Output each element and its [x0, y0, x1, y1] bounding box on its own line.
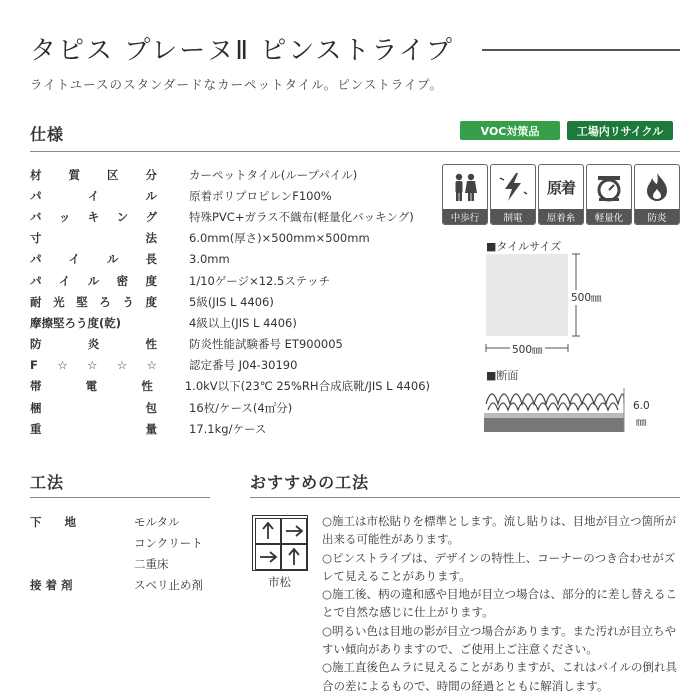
title-rule [482, 49, 680, 51]
spec-row [30, 291, 430, 312]
note-item: ○ピンストライプは、デザインの特性上、コーナーのつき合わせがズレて見えることがあります。 [322, 550, 676, 583]
walking-people-icon [442, 164, 488, 225]
method-row-adhesive [30, 577, 116, 593]
spec-label: パ イ ル [30, 188, 157, 203]
cross-section-diagram [484, 380, 634, 440]
voc-badge: VOC対策品 [460, 121, 560, 140]
method-label-adhesive: 接 着 剤 [30, 578, 73, 592]
factory-recycle-badge: 工場内リサイクル [567, 121, 673, 140]
spec-row [30, 228, 430, 249]
spec-row [30, 418, 430, 439]
spec-row [30, 334, 430, 355]
spec-label: F ☆ ☆ ☆ ☆ [30, 358, 157, 373]
icon-label: 軽量化 [587, 209, 631, 224]
recommended-notes [322, 512, 682, 695]
note-item: ○明るい色は目地の影が目立つ場合があります。また汚れが目立ちやすい傾向がありますので、ご使用上ご注意ください。 [322, 623, 677, 657]
note-item: ○施工直後色ムラに見えることがありますが、これはパイルの倒れ具合の差によるもので、時間の経過とともに解消します。 [322, 660, 678, 693]
pattern-label: 市松 [268, 575, 291, 589]
spec-row [30, 206, 430, 227]
method-value: モルタル [134, 515, 180, 529]
page-title: タピス プレーヌⅡ ピンストライプ [30, 36, 454, 66]
spec-heading: 仕様 [30, 125, 65, 144]
spec-divider [30, 151, 680, 152]
spec-value: 1/10ゲージ×12.5ステッチ [189, 273, 331, 288]
lightweight-icon [586, 164, 632, 225]
spec-value: 16枚/ケース(4㎡分) [189, 400, 293, 415]
spec-label: バ ッ キ ン グ [30, 209, 157, 224]
spec-row [30, 164, 430, 185]
spec-value: 6.0mm(厚さ)×500mm×500mm [189, 231, 370, 246]
spec-value: 3.0mm [189, 252, 230, 267]
method-value: 二重床 [134, 557, 169, 571]
flame-icon [634, 164, 680, 225]
spec-value: 防炎性能試験番号 ET900005 [189, 337, 343, 352]
spec-row [30, 249, 430, 270]
spec-label: 重 量 [30, 421, 157, 436]
cross-section-thickness: 6.0 [633, 400, 650, 412]
spec-value: 4級以上(JIS L 4406) [189, 315, 297, 330]
icon-label: 制電 [491, 209, 535, 224]
spec-row [30, 397, 430, 418]
method-row-base [30, 514, 116, 530]
method-value: コンクリート [134, 536, 203, 550]
page-subtitle: ライトユースのスタンダードなカーペットタイル。ピンストライプ。 [30, 77, 444, 92]
spec-value: 原着ポリプロピレンF100% [189, 188, 332, 203]
antistatic-icon [490, 164, 536, 225]
tile-size-label: ■タイルサイズ [486, 240, 562, 253]
spec-label: 耐 光 堅 ろ う 度 [30, 294, 157, 309]
spec-value: 17.1kg/ケース [189, 421, 267, 436]
note-item: ○施工後、柄の違和感や目地が目立つ場合は、部分的に差し替えることで自然な感じに仕上がります。 [322, 587, 678, 620]
spec-label: 摩擦堅ろう度(乾) [30, 315, 122, 330]
spec-row [30, 185, 430, 206]
spec-row [30, 376, 430, 397]
arrow-right-icon [281, 518, 307, 544]
method-value: スベリ止め剤 [134, 578, 203, 592]
spec-value: 認定番号 J04-30190 [189, 358, 298, 373]
spec-label: 寸 法 [30, 231, 157, 246]
feature-icons [442, 164, 680, 225]
method-label-base: 下 地 [30, 515, 76, 529]
spec-label: パ イ ル 長 [30, 252, 157, 267]
spec-row [30, 355, 430, 376]
spec-value: 特殊PVC+ガラス不織布(軽量化バッキング) [189, 209, 414, 224]
cross-section-unit: ㎜ [636, 416, 647, 428]
icon-label: 防炎 [635, 209, 679, 224]
recommended-heading: おすすめの工法 [250, 473, 370, 492]
spec-value: 1.0kV以下(23℃ 25%RH合成底靴/JIS L 4406) [184, 379, 430, 394]
tile-height-label: 500㎜ [571, 292, 602, 304]
recommended-divider [250, 497, 680, 498]
arrow-right-icon [255, 544, 281, 570]
spec-value: カーペットタイル(ループパイル) [189, 167, 358, 182]
dyed-yarn-mark: 原着 [546, 178, 575, 197]
spec-row [30, 312, 430, 333]
method-divider [30, 497, 210, 498]
spec-value: 5級(JIS L 4406) [189, 294, 274, 309]
spec-label: 材 質 区 分 [30, 167, 157, 182]
dyed-yarn-icon [538, 164, 584, 225]
icon-label: 中歩行 [443, 209, 487, 224]
ichimatsu-pattern-diagram [252, 515, 308, 571]
tile-width-label: 500㎜ [512, 344, 543, 356]
spec-label: パ イ ル 密 度 [30, 273, 157, 288]
method-heading: 工法 [30, 473, 65, 492]
note-item: ○施工は市松貼りを標準とします。流し貼りは、目地が目立つ箇所が出来る可能性があります。 [322, 514, 677, 547]
spec-label: 梱 包 [30, 400, 157, 415]
cross-section-label: ■断面 [486, 369, 519, 382]
icon-label: 原着糸 [539, 209, 583, 224]
arrow-up-icon [281, 544, 307, 570]
spec-label: 帯 電 性 [30, 379, 153, 394]
spec-label: 防 炎 性 [30, 337, 157, 352]
spec-table [30, 164, 430, 439]
spec-row [30, 270, 430, 291]
arrow-up-icon [255, 518, 281, 544]
